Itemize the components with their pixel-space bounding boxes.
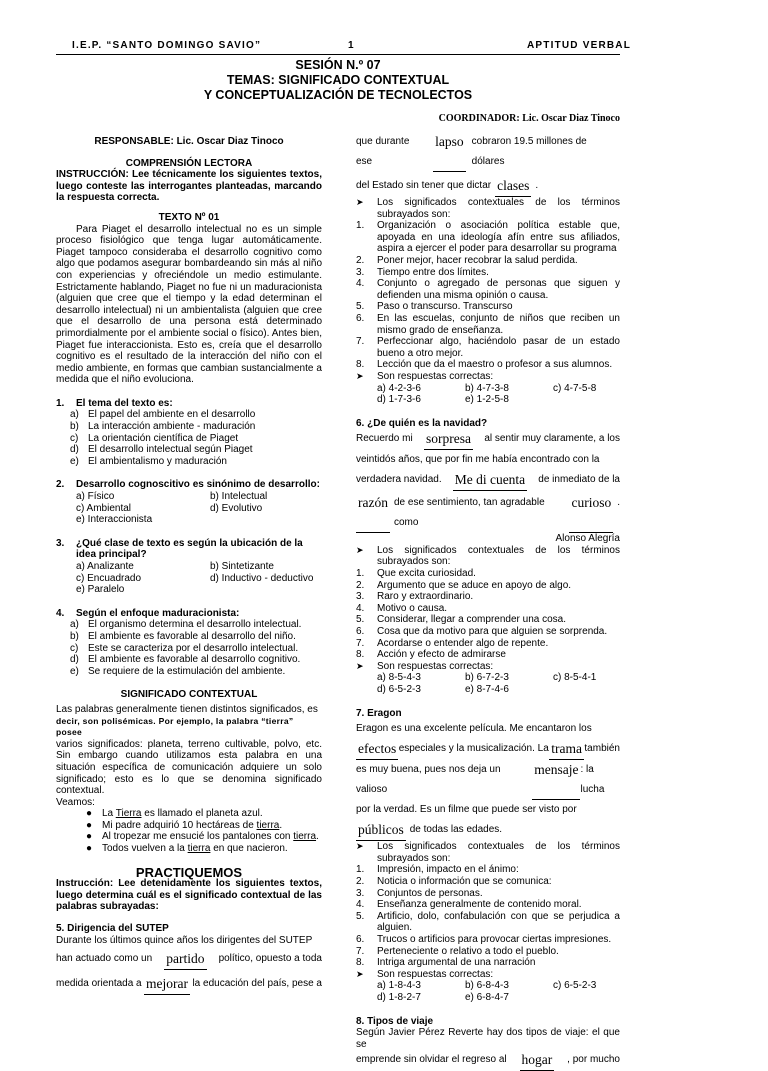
option[interactable]: c) La orientación científica de Piaget xyxy=(70,432,239,444)
list-item: 4. Conjunto o agregado de personas que siguen y defienden una misma opinión o causa. xyxy=(356,278,620,301)
handwritten-word: hogar xyxy=(520,1050,555,1071)
paragraph-line: emprende sin olvidar el regreso al hogar , por mucho xyxy=(356,1050,620,1071)
question-8-title: 8. Tipos de viaje xyxy=(356,1015,434,1027)
option[interactable]: b) Intelectual xyxy=(210,491,268,503)
answer-options xyxy=(356,672,620,695)
paragraph: Durante los últimos quince años los dirigentes del SUTEP xyxy=(56,934,313,946)
option[interactable]: c) Ambiental xyxy=(76,502,132,514)
paragraph-line: que durante ese lapso cobraron 19.5 millones de dólares xyxy=(356,132,620,172)
list-item: 8. Lección que da el maestro o profesor a sus alumnos. xyxy=(356,359,613,371)
option[interactable]: b) 6-8-4-3 xyxy=(465,980,509,992)
paragraph-line: Recuerdo mi sorpresa al sentir muy claramente, a los xyxy=(356,429,620,450)
option[interactable]: b) 4-7-3-8 xyxy=(465,382,509,394)
option[interactable]: b) 6-7-2-3 xyxy=(465,672,509,684)
question-2: 2. Desarrollo cognoscitivo es sinónimo de desarrollo: xyxy=(56,479,320,491)
instruction: Instrucción: Lee detenidamente los siguientes textos, luego determina cuál es el significado contextual de las palabras subrayadas: xyxy=(56,878,322,913)
paragraph-line: veintidós años, que por fin me había encontrado con la xyxy=(356,454,600,466)
question-6-title: 6. ¿De quién es la navidad? xyxy=(356,417,488,429)
paragraph: Las palabras generalmente tienen distintos significados, es xyxy=(56,703,318,715)
paragraph-line: del Estado sin tener que dictar clases . xyxy=(356,176,620,197)
left-column xyxy=(56,132,322,995)
handwritten-word: Me di cuenta xyxy=(453,470,527,491)
paragraph-spaced: decir, son polisémicas. Por ejemplo, la palabra “tierra” posee xyxy=(56,715,294,738)
topic-title: TEMAS: SIGNIFICADO CONTEXTUAL xyxy=(226,73,450,87)
list-item: 7. Perfeccionar algo, haciéndolo pasar de un estado bueno a otro mejor. xyxy=(356,336,620,359)
list-heading: ➤ Los significados contextuales de los términos subrayados son: xyxy=(356,841,620,864)
option[interactable]: e) 6-8-4-7 xyxy=(465,991,509,1003)
examples-list xyxy=(56,808,322,854)
option[interactable]: a) El organismo determina el desarrollo intelectual. xyxy=(70,619,302,631)
list-item: 6. Trucos o artificios para provocar ciertas impresiones. xyxy=(356,933,612,945)
option[interactable]: c) 6-5-2-3 xyxy=(553,980,597,992)
option[interactable]: c) 8-5-4-1 xyxy=(553,672,597,684)
list-item: 5. Considerar, llegar a comprender una cosa. xyxy=(356,614,566,626)
paragraph-line: medida orientada a mejorar la educación del país, pese a xyxy=(56,974,322,995)
handwritten-word: mejorar xyxy=(144,974,190,995)
list-item: ● Todos vuelven a la tierra en que nacieron. xyxy=(86,843,288,855)
paragraph-line: públicos de todas las edades. xyxy=(356,820,620,841)
option[interactable]: d) El ambiente es favorable al desarrollo cognitivo. xyxy=(70,654,301,666)
coordinator: COORDINADOR: Lic. Oscar Diaz Tinoco xyxy=(438,113,620,124)
option[interactable]: d) Inductivo - deductivo xyxy=(210,572,314,584)
option[interactable]: d) El desarrollo intelectual según Piaget xyxy=(70,444,253,456)
right-column xyxy=(356,132,620,1071)
handwritten-word: clases xyxy=(495,176,531,197)
list-item: 8. Acción y efecto de admirarse xyxy=(356,649,506,661)
text-title: TEXTO Nº 01 xyxy=(158,211,220,223)
question-4-options xyxy=(56,619,322,677)
instruction: INSTRUCCIÓN: Lee técnicamente los siguientes textos, luego conteste las interrogantes planteadas, marcando la respuesta correcta. xyxy=(56,169,322,204)
paragraph-line: han actuado como un partido político, opuesto a toda xyxy=(56,949,322,970)
option[interactable]: a) Analizante xyxy=(76,561,134,572)
option[interactable]: b) La interacción ambiente - maduración xyxy=(70,421,256,433)
meanings-list xyxy=(356,864,620,968)
list-item: 4. Enseñanza generalmente de contenido moral. xyxy=(356,899,582,911)
section-heading: COMPRENSIÓN LECTORA xyxy=(125,157,253,169)
paragraph-line: verdadera navidad. Me di cuenta de inmediato de la xyxy=(356,470,620,491)
handwritten-word: mensaje xyxy=(532,760,580,800)
option[interactable]: e) Interaccionista xyxy=(76,514,153,526)
question-1: 1. El tema del texto es: xyxy=(56,397,173,409)
list-item: ● Mi padre adquirió 10 hectáreas de tierra. xyxy=(86,819,283,831)
meanings-list xyxy=(356,568,620,661)
option[interactable]: a) Físico xyxy=(76,491,115,503)
option[interactable]: e) Se requiere de la estimulación del ambiente. xyxy=(70,665,286,677)
topic-subtitle: Y CONCEPTUALIZACIÓN DE TECNOLECTOS xyxy=(203,88,473,102)
paragraph-line: es muy buena, pues nos deja un valioso mensaje : la lucha xyxy=(356,760,620,800)
question-3-options xyxy=(56,561,322,596)
question-1-options xyxy=(56,409,322,467)
list-heading: ➤ Son respuestas correctas: xyxy=(356,370,494,382)
list-item: 1. Que excita curiosidad. xyxy=(356,568,476,580)
question-4: 4. Según el enfoque maduracionista: xyxy=(56,607,240,619)
practiquemos-heading: PRACTIQUEMOS xyxy=(135,864,243,880)
option[interactable]: e) El ambientalismo y maduración xyxy=(70,455,227,467)
page-number: 1 xyxy=(348,40,355,51)
list-item: 8. Intriga argumental de una narración xyxy=(356,957,536,969)
subject-name: APTITUD VERBAL xyxy=(527,40,632,51)
list-item: ● La Tierra es llamado el planeta azul. xyxy=(86,808,263,820)
option[interactable]: b) El ambiente es favorable al desarrollo del niño. xyxy=(70,630,296,642)
meanings-list xyxy=(356,220,620,371)
paragraph-line: por la verdad. Es un filme que puede ser visto por xyxy=(356,804,577,816)
list-item: 4. Motivo o causa. xyxy=(356,602,448,614)
option[interactable]: c) 4-7-5-8 xyxy=(553,382,597,394)
responsible: RESPONSABLE: Lic. Oscar Diaz Tinoco xyxy=(94,136,284,147)
list-item: 7. Acordarse o entender algo de repente. xyxy=(356,637,549,649)
answer-options xyxy=(356,980,620,1003)
author: Alonso Alegría xyxy=(555,533,620,545)
list-item: 2. Poner mejor, hacer recobrar la salud perdida. xyxy=(356,254,578,266)
question-2-options xyxy=(56,491,322,526)
list-item: 3. Raro y extraordinario. xyxy=(356,591,474,603)
paragraph: Veamos: xyxy=(56,796,95,808)
list-item: ● Al tropezar me ensucié los pantalones con tierra. xyxy=(86,831,319,843)
handwritten-word: públicos xyxy=(356,820,406,841)
school-name: I.E.P. “SANTO DOMINGO SAVIO” xyxy=(72,40,262,51)
handwritten-word: curioso xyxy=(569,493,613,533)
text-paragraph: Para Piaget el desarrollo intelectual no es un simple proceso fisiológico que tenga lugar automáticamente. Piaget tampoco consideraba el desarrollo cognitivo como algo que podamos asegurar bombardeando sin más al niño con experiencias y ofreciéndole un medio estimulante. Estrictamente hablando, Piaget no fue ni un maduracionista (alguien que cree que el tiempo y la edad determinan el desarrollo intelectual) ni un ambientalista (alguien que cree que el desarrollo de una persona está determinado primordialmente por el ambiente social o físico). Antes bien, Piaget fue interaccionista. Esto es, creía que el desarrollo cognitivo es el resultado de la interacción del niño con el medio ambiente, en formas que cambian sustancialmente a medida que el niño evoluciona. xyxy=(56,223,322,386)
option[interactable]: d) 6-5-2-3 xyxy=(377,684,421,695)
header-rule xyxy=(56,54,620,55)
handwritten-word: lapso xyxy=(433,132,466,172)
paragraph-line: Eragon es una excelente película. Me encantaron los xyxy=(356,723,592,735)
handwritten-word: partido xyxy=(164,949,206,970)
list-item: 2. Argumento que se aduce en apoyo de algo. xyxy=(356,579,572,591)
handwritten-word: efectos xyxy=(356,739,398,760)
paragraph-line: efectos especiales y la musicalización. La trama también xyxy=(356,739,620,760)
option[interactable]: d) Evolutivo xyxy=(210,502,263,514)
list-item: 1. Impresión, impacto en el ánimo: xyxy=(356,864,519,876)
list-heading: ➤ Son respuestas correctas: xyxy=(356,660,494,672)
option[interactable]: b) Sintetizante xyxy=(210,561,274,572)
list-heading: ➤ Los significados contextuales de los términos subrayados son: xyxy=(356,544,620,568)
list-item: 5. Paso o transcurso. Transcurso xyxy=(356,301,513,313)
list-item: 2. Noticia o información que se comunica: xyxy=(356,875,552,887)
option[interactable]: e) Paralelo xyxy=(76,584,125,596)
list-item: 6. En las escuelas, conjunto de niños que reciben un mismo grado de enseñanza. xyxy=(356,312,620,336)
option[interactable]: e) 1-2-5-8 xyxy=(465,394,509,406)
handwritten-word: sorpresa xyxy=(424,429,473,450)
option[interactable]: a) 1-8-4-3 xyxy=(377,980,421,992)
list-item: 7. Perteneciente o relativo a todo el pueblo. xyxy=(356,945,559,957)
option[interactable]: c) Este se caracteriza por el desarrollo intelectual. xyxy=(70,642,299,654)
paragraph: varios significados: planeta, terreno cultivable, polvo, etc. Sin embargo cuando utilizamos esta palabra en una situación específica de comunicación adquiere un solo significado; esto es lo que se denomina significado contextual. xyxy=(56,738,322,797)
session-titles xyxy=(56,58,620,103)
session-title: SESIÓN N.º 07 xyxy=(295,58,381,72)
option[interactable]: a) 8-5-4-3 xyxy=(377,672,421,684)
section-heading: SIGNIFICADO CONTEXTUAL xyxy=(120,689,258,701)
list-item: 6. Cosa que da motivo para que alguien se sorprenda. xyxy=(356,626,608,638)
list-item: 5. Artificio, dolo, confabulación con que se perjudica a alguien. xyxy=(356,910,620,934)
list-item: 1. Organización o asociación política estable que, apoyada en una ideología afín entre sus afiliados, aspira a ejercer el poder para desarrollar su programa xyxy=(356,220,620,255)
paragraph-line: Según Javier Pérez Reverte hay dos tipos de viaje: el que se xyxy=(356,1027,620,1050)
question-3: 3. ¿Qué clase de texto es según la ubicación de la idea principal? xyxy=(56,537,303,561)
handwritten-word: razón xyxy=(356,493,390,533)
handwritten-word: trama xyxy=(549,739,584,760)
question-7-title: 7. Eragon xyxy=(356,707,402,719)
answer-options xyxy=(356,383,620,406)
option[interactable]: a) El papel del ambiente en el desarrollo xyxy=(70,409,256,421)
option[interactable]: d) 1-7-3-6 xyxy=(377,394,421,406)
list-heading: ➤ Los significados contextuales de los términos subrayados son: xyxy=(356,197,620,220)
option[interactable]: a) 4-2-3-6 xyxy=(377,382,421,394)
list-item: 3. Tiempo entre dos límites. xyxy=(356,266,489,278)
option[interactable]: e) 8-7-4-6 xyxy=(465,684,509,695)
list-heading: ➤ Son respuestas correctas: xyxy=(356,968,494,980)
paragraph-line: razón de ese sentimiento, tan agradable como curioso . xyxy=(356,493,620,533)
option[interactable]: d) 1-8-2-7 xyxy=(377,991,421,1003)
question-5-title: 5. Dirigencia del SUTEP xyxy=(56,923,169,935)
list-item: 3. Conjuntos de personas. xyxy=(356,887,483,899)
option[interactable]: c) Encuadrado xyxy=(76,572,142,584)
